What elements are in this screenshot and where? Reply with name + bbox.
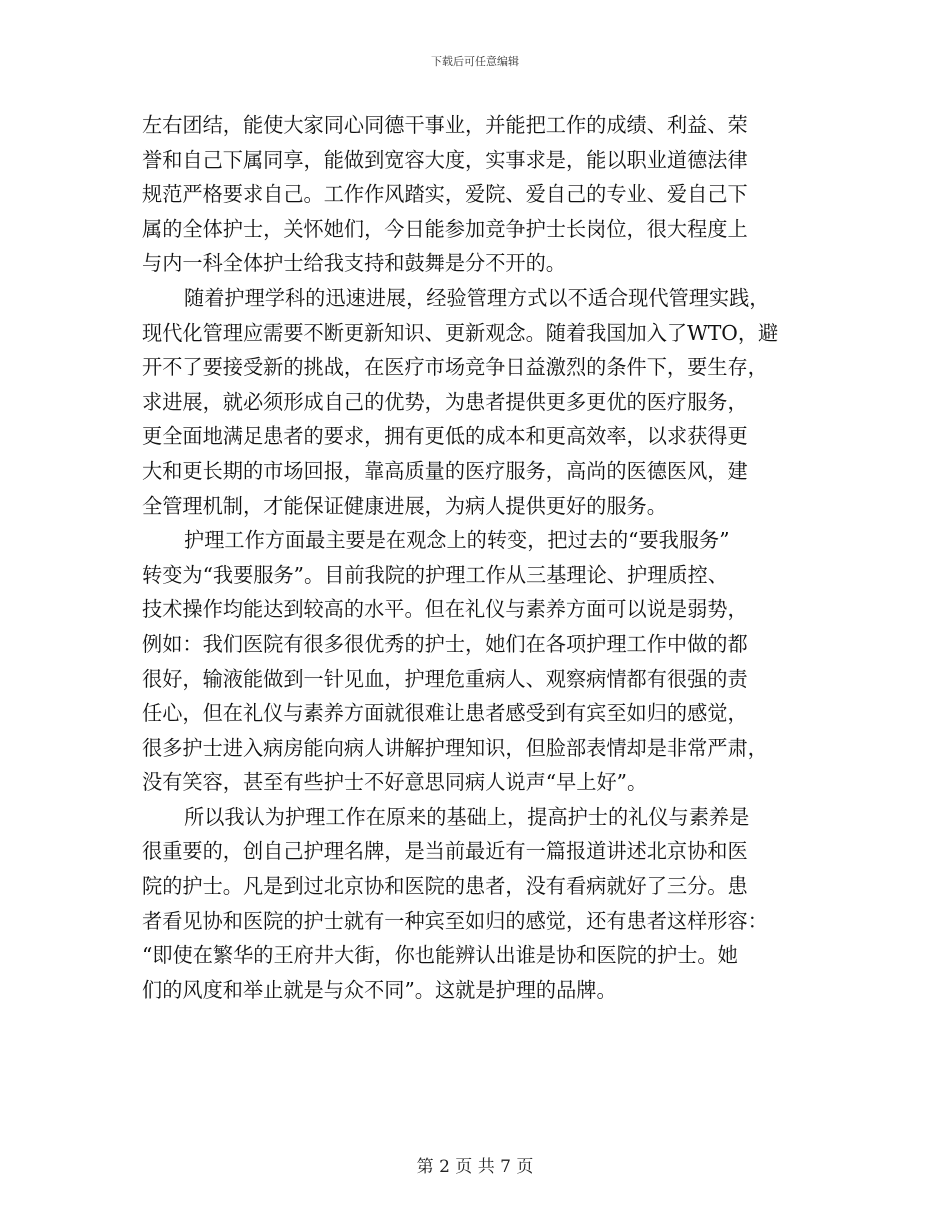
text-line: 技术操作均能达到较高的水平。但在礼仪与素养方面可以说是弱势， — [142, 597, 748, 622]
text-line: 者看见协和医院的护士就有一种宾至如归的感觉，还有患者这样形容： — [142, 908, 768, 933]
text-line: 护理工作方面最主要是在观念上的转变，把过去的“要我服务” — [184, 528, 730, 553]
text-line: 院的护士。凡是到过北京协和医院的患者，没有看病就好了三分。患 — [142, 874, 748, 899]
page-number-footer: 第 2 页 共 7 页 — [416, 1157, 534, 1177]
text-line: “即使在繁华的王府井大街，你也能辨认出谁是协和医院的护士。她 — [142, 943, 738, 968]
text-line: 没有笑容，甚至有些护士不好意思同病人说声“早上好”。 — [142, 770, 648, 795]
text-line: 与内一科全体护士给我支持和鼓舞是分不开的。 — [142, 251, 566, 276]
text-line: 们的风度和举止就是与众不同”。这就是护理的品牌。 — [142, 977, 617, 1002]
text-line: 很重要的，创自己护理名牌，是当前最近有一篇报道讲述北京协和医 — [142, 839, 748, 864]
text-line: 全管理机制，才能保证健康进展，为病人提供更好的服务。 — [142, 493, 667, 518]
text-line: 左右团结，能使大家同心同德干事业，并能把工作的成绩、利益、荣 — [142, 113, 748, 137]
text-line: 现代化管理应需要不断更新知识、更新观念。随着我国加入了WTO，避 — [142, 320, 779, 345]
text-line: 很好，输液能做到一针见血，护理危重病人、观察病情都有很强的责 — [142, 666, 748, 691]
text-line: 大和更长期的市场回报，靠高质量的医疗服务，高尚的医德医风，建 — [142, 458, 748, 483]
text-line: 转变为“我要服务”。目前我院的护理工作从三基理论、护理质控、 — [142, 562, 728, 587]
text-line: 开不了要接受新的挑战，在医疗市场竞争日益激烈的条件下，要生存， — [142, 355, 768, 380]
text-line: 很多护士进入病房能向病人讲解护理知识，但脸部表情却是非常严肃， — [142, 735, 768, 760]
text-line: 随着护理学科的迅速进展，经验管理方式以不适合现代管理实践， — [184, 285, 770, 310]
text-line: 更全面地满足患者的要求，拥有更低的成本和更高效率，以求获得更 — [142, 424, 748, 449]
document-body — [142, 108, 814, 1007]
text-line: 誉和自己下属同享，能做到宽容大度，实事求是，能以职业道德法律 — [142, 147, 748, 172]
page-header: 下载后可任意编辑 — [431, 55, 519, 68]
text-line: 求进展，就必须形成自己的优势，为患者提供更多更优的医疗服务， — [142, 389, 748, 414]
text-line: 所以我认为护理工作在原来的基础上，提高护士的礼仪与素养是 — [184, 804, 750, 829]
text-line: 任心，但在礼仪与素养方面就很难让患者感受到有宾至如归的感觉， — [142, 701, 748, 726]
text-line: 例如：我们医院有很多很优秀的护士，她们在各项护理工作中做的都 — [142, 631, 748, 656]
text-line: 规范严格要求自己。工作作风踏实，爱院、爱自己的专业、爱自己下 — [142, 182, 748, 207]
text-line: 属的全体护士，关怀她们，今日能参加竞争护士长岗位，很大程度上 — [142, 216, 748, 241]
